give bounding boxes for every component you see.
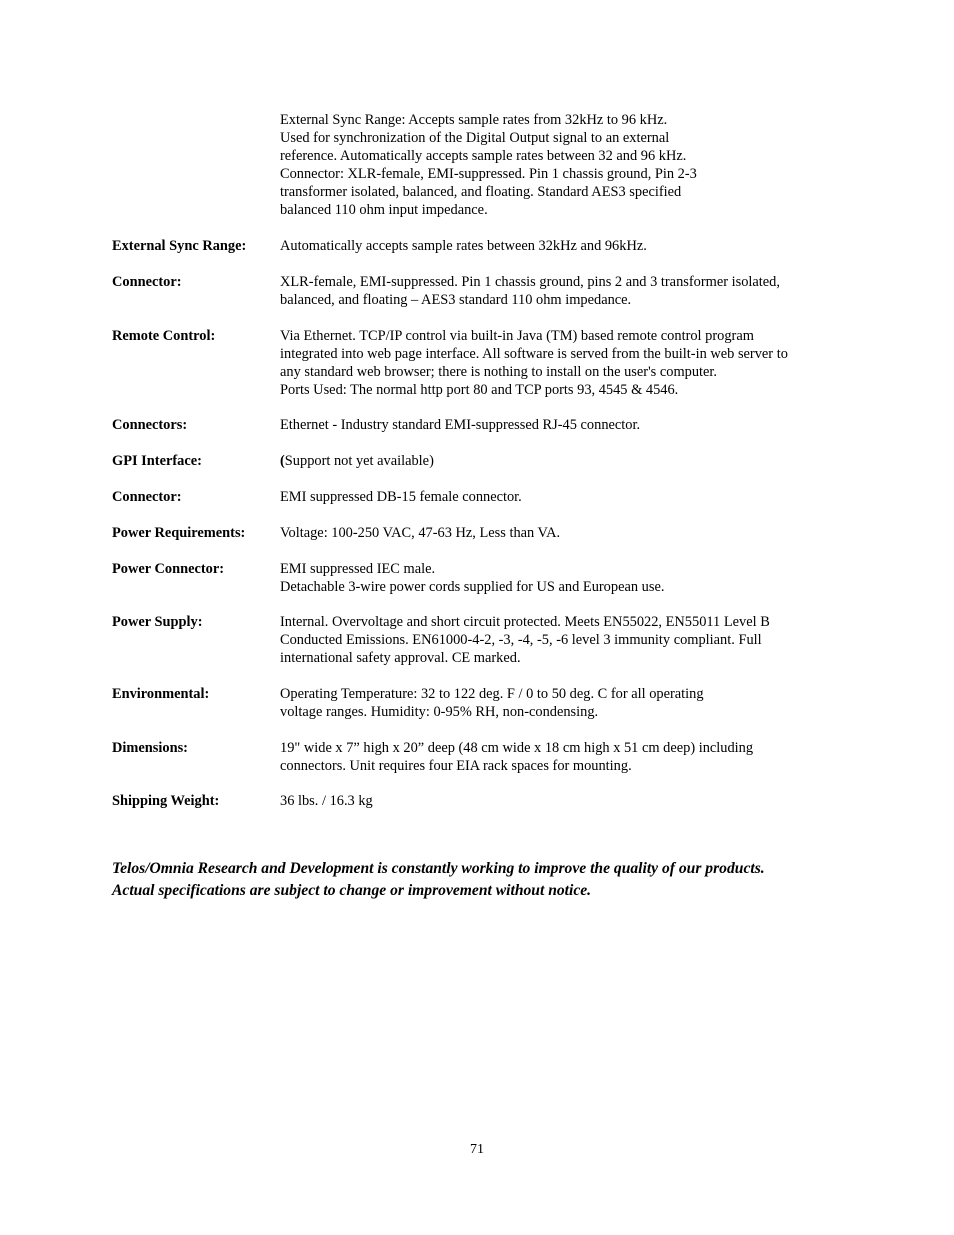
spec-value [280, 273, 852, 309]
spec-value-line: 36 lbs. / 16.3 kg [280, 793, 373, 809]
spec-label: Power Supply: [112, 614, 203, 630]
spec-value [280, 560, 852, 596]
spec-value-line: EMI suppressed DB-15 female connector. [280, 489, 522, 505]
spec-value-line: Internal. Overvoltage and short circuit protected. Meets EN55022, EN55011 Level B [280, 614, 770, 630]
spec-value-line [280, 452, 852, 470]
spec-label: Remote Control: [112, 328, 216, 344]
spec-label: GPI Interface: [112, 453, 202, 469]
spec-value [280, 452, 852, 470]
spec-value-line: international safety approval. CE marked. [280, 650, 521, 666]
spec-value-line: connectors. Unit requires four EIA rack spaces for mounting. [280, 758, 632, 774]
sync-input-description [280, 111, 840, 219]
spec-value-line: Detachable 3-wire power cords supplied for US and European use. [280, 579, 665, 595]
spec-value [280, 613, 852, 667]
spec-value [280, 792, 852, 810]
spec-value-line: Operating Temperature: 32 to 122 deg. F / 0 to 50 deg. C for all operating [280, 686, 704, 702]
spec-value [280, 524, 852, 542]
spec-value-line: voltage ranges. Humidity: 0-95% RH, non-condensing. [280, 704, 599, 720]
intro-line: reference. Automatically accepts sample rates between 32 and 96 kHz. [280, 148, 687, 164]
spec-value-line: Conducted Emissions. EN61000-4-2, -3, -4, -5, -6 level 3 immunity compliant. Full [280, 632, 762, 648]
spec-value [280, 488, 852, 506]
spec-value-line: Via Ethernet. TCP/IP control via built-in Java (TM) based remote control program [280, 328, 754, 344]
spec-value [280, 739, 852, 775]
intro-line: balanced 110 ohm input impedance. [280, 202, 488, 218]
disclaimer-line: Telos/Omnia Research and Development is constantly working to improve the quality of our products. [112, 860, 765, 877]
disclaimer-line: Actual specifications are subject to change or improvement without notice. [112, 882, 592, 899]
spec-value-line: any standard web browser; there is nothing to install on the user's computer. [280, 364, 718, 380]
spec-label: Power Connector: [112, 561, 225, 577]
spec-value-line: 19" wide x 7” high x 20” deep (48 cm wide x 18 cm high x 51 cm deep) including [280, 740, 754, 756]
spec-value [280, 237, 852, 255]
intro-line: Connector: XLR-female, EMI-suppressed. Pin 1 chassis ground, Pin 2-3 [280, 166, 697, 182]
spec-value-line: Ports Used: The normal http port 80 and TCP ports 93, 4545 & 4546. [280, 382, 679, 398]
spec-value-line: balanced, and floating – AES3 standard 110 ohm impedance. [280, 292, 632, 308]
intro-line: External Sync Range: Accepts sample rates from 32kHz to 96 kHz. [280, 112, 668, 128]
spec-label: Environmental: [112, 686, 210, 702]
spec-label: Dimensions: [112, 740, 188, 756]
spec-value-line: XLR-female, EMI-suppressed. Pin 1 chassis ground, pins 2 and 3 transformer isolated, [280, 274, 780, 290]
disclaimer-notice [112, 858, 852, 902]
intro-line: Used for synchronization of the Digital Output signal to an external [280, 130, 670, 146]
spec-label: Connectors: [112, 417, 188, 433]
gpi-text: Support not yet available) [284, 453, 434, 469]
spec-value [280, 685, 852, 721]
spec-label: Power Requirements: [112, 525, 246, 541]
spec-value-line: integrated into web page interface. All software is served from the built-in web server to [280, 346, 788, 362]
page-number: 71 [470, 1142, 484, 1157]
spec-label: Connector: [112, 489, 182, 505]
open-paren: ( [280, 453, 285, 469]
spec-label: External Sync Range: [112, 238, 247, 254]
spec-value [280, 327, 852, 399]
spec-label: Connector: [112, 274, 182, 290]
intro-line: transformer isolated, balanced, and floating. Standard AES3 specified [280, 184, 682, 200]
spec-value-line: Automatically accepts sample rates between 32kHz and 96kHz. [280, 238, 647, 254]
spec-value-line: EMI suppressed IEC male. [280, 561, 436, 577]
spec-label: Shipping Weight: [112, 793, 220, 809]
spec-value-line: Ethernet - Industry standard EMI-suppressed RJ-45 connector. [280, 417, 641, 433]
spec-value [280, 416, 852, 434]
spec-value-line: Voltage: 100-250 VAC, 47-63 Hz, Less than VA. [280, 525, 561, 541]
